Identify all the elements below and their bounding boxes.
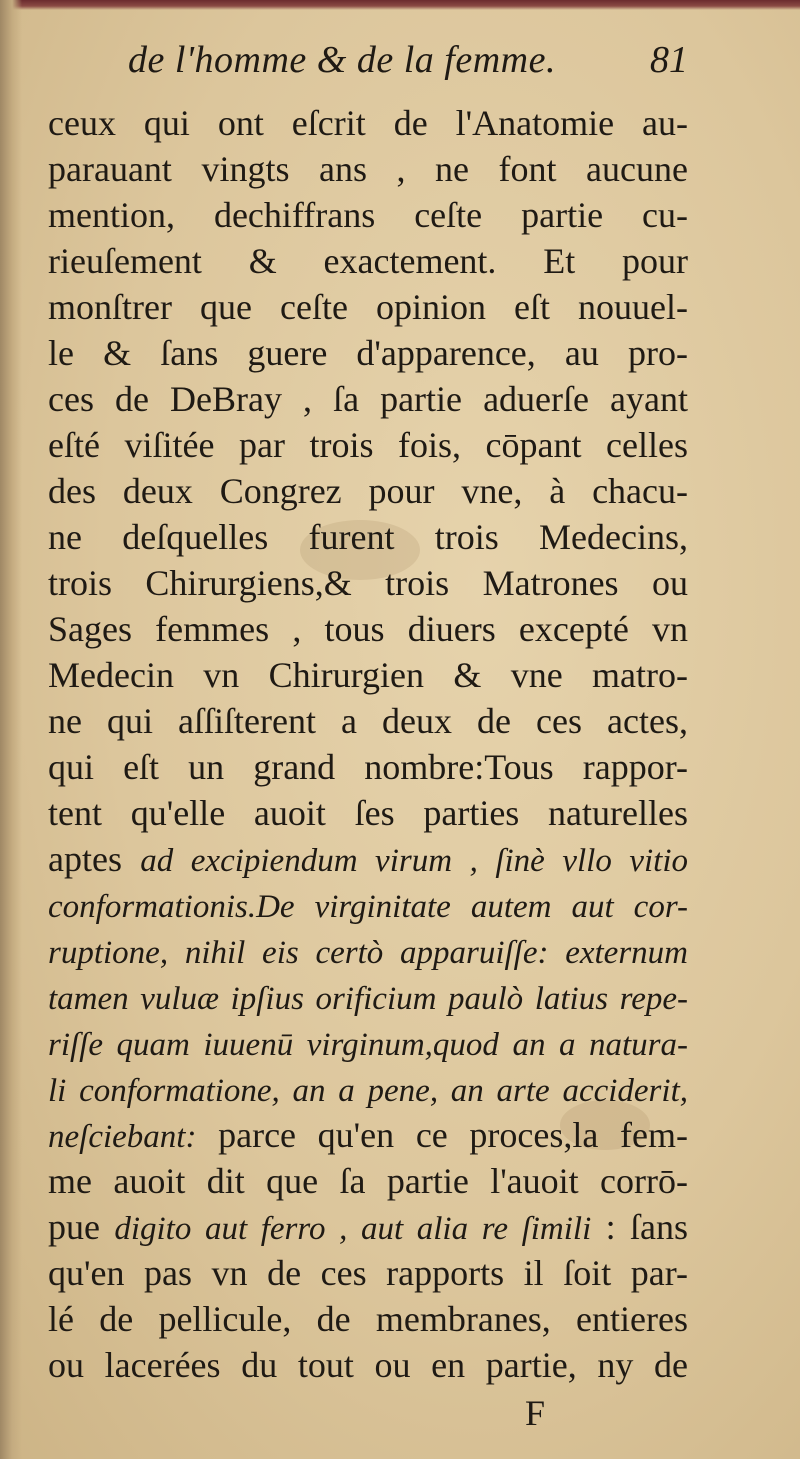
page-number: 81	[650, 39, 688, 81]
running-head: de l'homme & de la femme.	[128, 39, 556, 81]
page-top-edge	[0, 0, 800, 10]
italic-latin-text: conformationis.De virginitate autem aut cor-	[48, 889, 688, 925]
text-segment: des deux Congrez pour vne, à chacu-	[48, 471, 688, 511]
text-segment: qu'en pas vn de ces rapports il ſoit par-	[48, 1253, 688, 1293]
text-line	[48, 376, 688, 422]
text-line	[48, 330, 688, 376]
text-line	[48, 100, 688, 146]
text-line	[48, 238, 688, 284]
text-segment: ne qui aſſiſterent a deux de ces actes,	[48, 701, 688, 741]
text-segment: trois Chirurgiens,& trois Matrones ou	[48, 563, 688, 603]
text-line	[48, 790, 688, 836]
text-segment: monſtrer que ceſte opinion eſt nouuel-	[48, 287, 688, 327]
page-gutter	[0, 0, 22, 1459]
text-line	[48, 1020, 688, 1066]
text-segment: ou lacerées du tout ou en partie, ny de	[48, 1345, 688, 1385]
text-line	[48, 192, 688, 238]
page-header	[128, 30, 688, 90]
text-segment: : ſans	[591, 1207, 688, 1247]
text-segment: eſté viſitée par trois fois, cōpant celles	[48, 425, 688, 465]
text-line	[48, 652, 688, 698]
text-segment: parce qu'en ce proces,la fem-	[196, 1115, 688, 1155]
text-segment: Sages femmes , tous diuers excepté vn	[48, 609, 688, 649]
text-segment: ces de DeBray , ſa partie aduerſe ayant	[48, 379, 688, 419]
text-line	[48, 882, 688, 928]
text-line	[48, 1296, 688, 1342]
body-text	[48, 100, 688, 1388]
text-line	[48, 1204, 688, 1250]
text-line	[48, 698, 688, 744]
text-line	[48, 560, 688, 606]
text-line	[48, 468, 688, 514]
text-segment: parauant vingts ans , ne font aucune	[48, 149, 688, 189]
text-segment: le & ſans guere d'apparence, au pro-	[48, 333, 688, 373]
italic-latin-text: tamen vuluæ ipſius orificium paulò latius repe-	[48, 981, 688, 1017]
text-line	[48, 1250, 688, 1296]
italic-latin-text: ad excipiendum virum , ſinè vllo vitio	[140, 843, 688, 879]
signature-mark: F	[525, 1393, 546, 1433]
text-line	[48, 284, 688, 330]
italic-latin-text: li conformatione, an a pene, an arte acciderit,	[48, 1073, 688, 1109]
text-line	[48, 974, 688, 1020]
text-segment: tent qu'elle auoit ſes parties naturelles	[48, 793, 688, 833]
italic-latin-text: ruptione, nihil eis certò apparuiſſe: externum	[48, 935, 688, 971]
text-segment: ne deſquelles furent trois Medecins,	[48, 517, 688, 557]
text-segment: mention, dechiffrans ceſte partie cu-	[48, 195, 688, 235]
text-segment: Medecin vn Chirurgien & vne matro-	[48, 655, 688, 695]
text-line	[48, 422, 688, 468]
italic-latin-text: riſſe quam iuuenū virginum,quod an a natura-	[48, 1027, 688, 1063]
text-segment: me auoit dit que ſa partie l'auoit corrō-	[48, 1161, 688, 1201]
text-segment: rieuſement & exactement. Et pour	[48, 241, 688, 281]
text-line	[48, 146, 688, 192]
text-segment: ceux qui ont eſcrit de l'Anatomie au-	[48, 103, 688, 143]
text-line	[48, 514, 688, 560]
text-line	[48, 744, 688, 790]
text-line	[48, 928, 688, 974]
text-segment: pue	[48, 1207, 115, 1247]
text-segment: qui eſt un grand nombre:Tous rappor-	[48, 747, 688, 787]
text-segment: aptes	[48, 839, 141, 879]
text-line	[48, 1112, 688, 1158]
italic-latin-text: digito aut ferro , aut alia re ſimili	[114, 1211, 592, 1247]
text-line	[48, 606, 688, 652]
text-line	[48, 1158, 688, 1204]
text-line	[48, 1342, 688, 1388]
text-segment: lé de pellicule, de membranes, entieres	[48, 1299, 688, 1339]
text-line	[48, 836, 688, 882]
text-line	[48, 1066, 688, 1112]
italic-latin-text: neſciebant:	[48, 1119, 197, 1155]
